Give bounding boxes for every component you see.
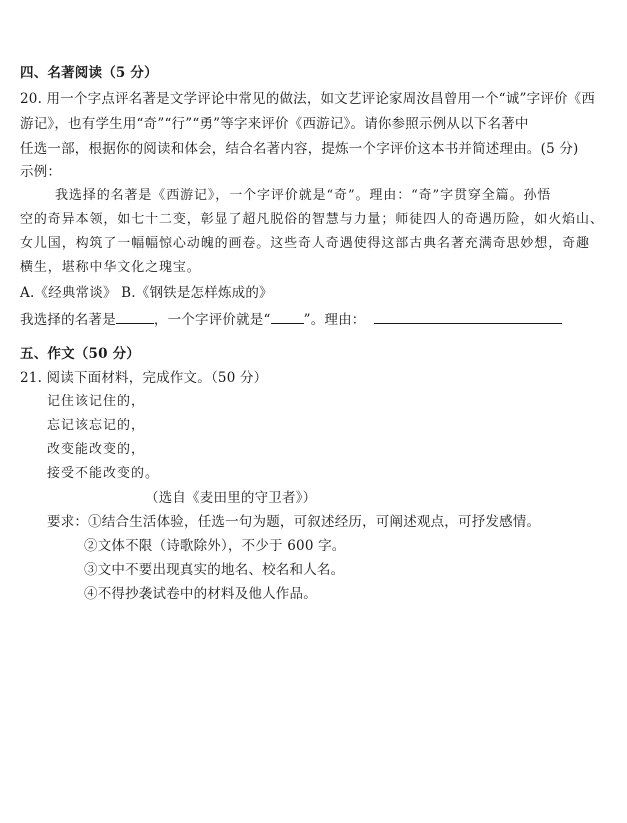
reason-blank[interactable] — [374, 309, 562, 324]
requirement-1: 要求：①结合生活体验，任选一句为题，可叙述经历，可阐述观点，可抒发感情。 — [47, 514, 541, 530]
material-line-2: 忘记该忘记的， — [47, 418, 146, 433]
example-text-line-4: 横生，堪称中华文化之瑰宝。 — [20, 260, 201, 275]
requirement-2: ②文体不限（诗歌除外），不少于 600 字。 — [84, 538, 346, 554]
answer-middle: ，一个字评价就是“ — [153, 312, 271, 328]
answer-prefix: 我选择的名著是 — [20, 312, 116, 328]
book-choice-blank[interactable] — [116, 309, 154, 324]
question-20-text-line-1: 20. 用一个字点评名著是文学评论中常见的做法，如文艺评论家周汝昌曾用一个“诚”字评价《西 — [20, 91, 596, 107]
material-line-3: 改变能改变的， — [47, 442, 146, 457]
question-21-prompt: 21. 阅读下面材料，完成作文。（50 分） — [20, 370, 268, 386]
one-character-blank[interactable] — [271, 309, 304, 324]
example-text-line-3: 女儿国，构筑了一幅幅惊心动魄的画卷。这些奇人奇遇使得这部古典名著充满奇思妙想，奇趣 — [20, 236, 590, 251]
material-line-4: 接受不能改变的。 — [47, 466, 160, 481]
material-line-1: 记住该记住的， — [47, 394, 146, 409]
question-20-text-line-3: 任选一部，根据你的阅读和体会，结合名著内容，提炼一个字评价这本书并简述理由。(5 分) — [20, 141, 579, 157]
example-text-line-1: 我选择的名著是《西游记》，一个字评价就是“奇”。理由：“奇”字贯穿全篇。孙悟 — [55, 188, 552, 203]
section-5-heading: 五、作文（50 分） — [20, 346, 140, 362]
section-4-heading: 四、名著阅读（5 分） — [20, 65, 158, 81]
book-options: A.《经典常谈》 B.《钢铁是怎样炼成的》 — [20, 285, 273, 301]
requirement-3: ③文中不要出现真实的地名、校名和人名。 — [84, 562, 345, 578]
requirement-4: ④不得抄袭试卷中的材料及他人作品。 — [84, 586, 317, 602]
material-source: （选自《麦田里的守卫者》） — [145, 490, 317, 506]
answer-line — [20, 309, 562, 329]
example-label: 示例： — [20, 164, 62, 180]
question-20-text-line-2: 游记》，也有学生用“奇”“行”“勇”等字来评价《西游记》。请你参照示例从以下名著中 — [20, 116, 529, 132]
answer-reason-label: ”。理由： — [303, 312, 366, 328]
example-text-line-2: 空的奇异本领，如七十二变，彰显了超凡脱俗的智慧与力量；师徒四人的奇遇历险，如火焰山、 — [20, 212, 604, 227]
